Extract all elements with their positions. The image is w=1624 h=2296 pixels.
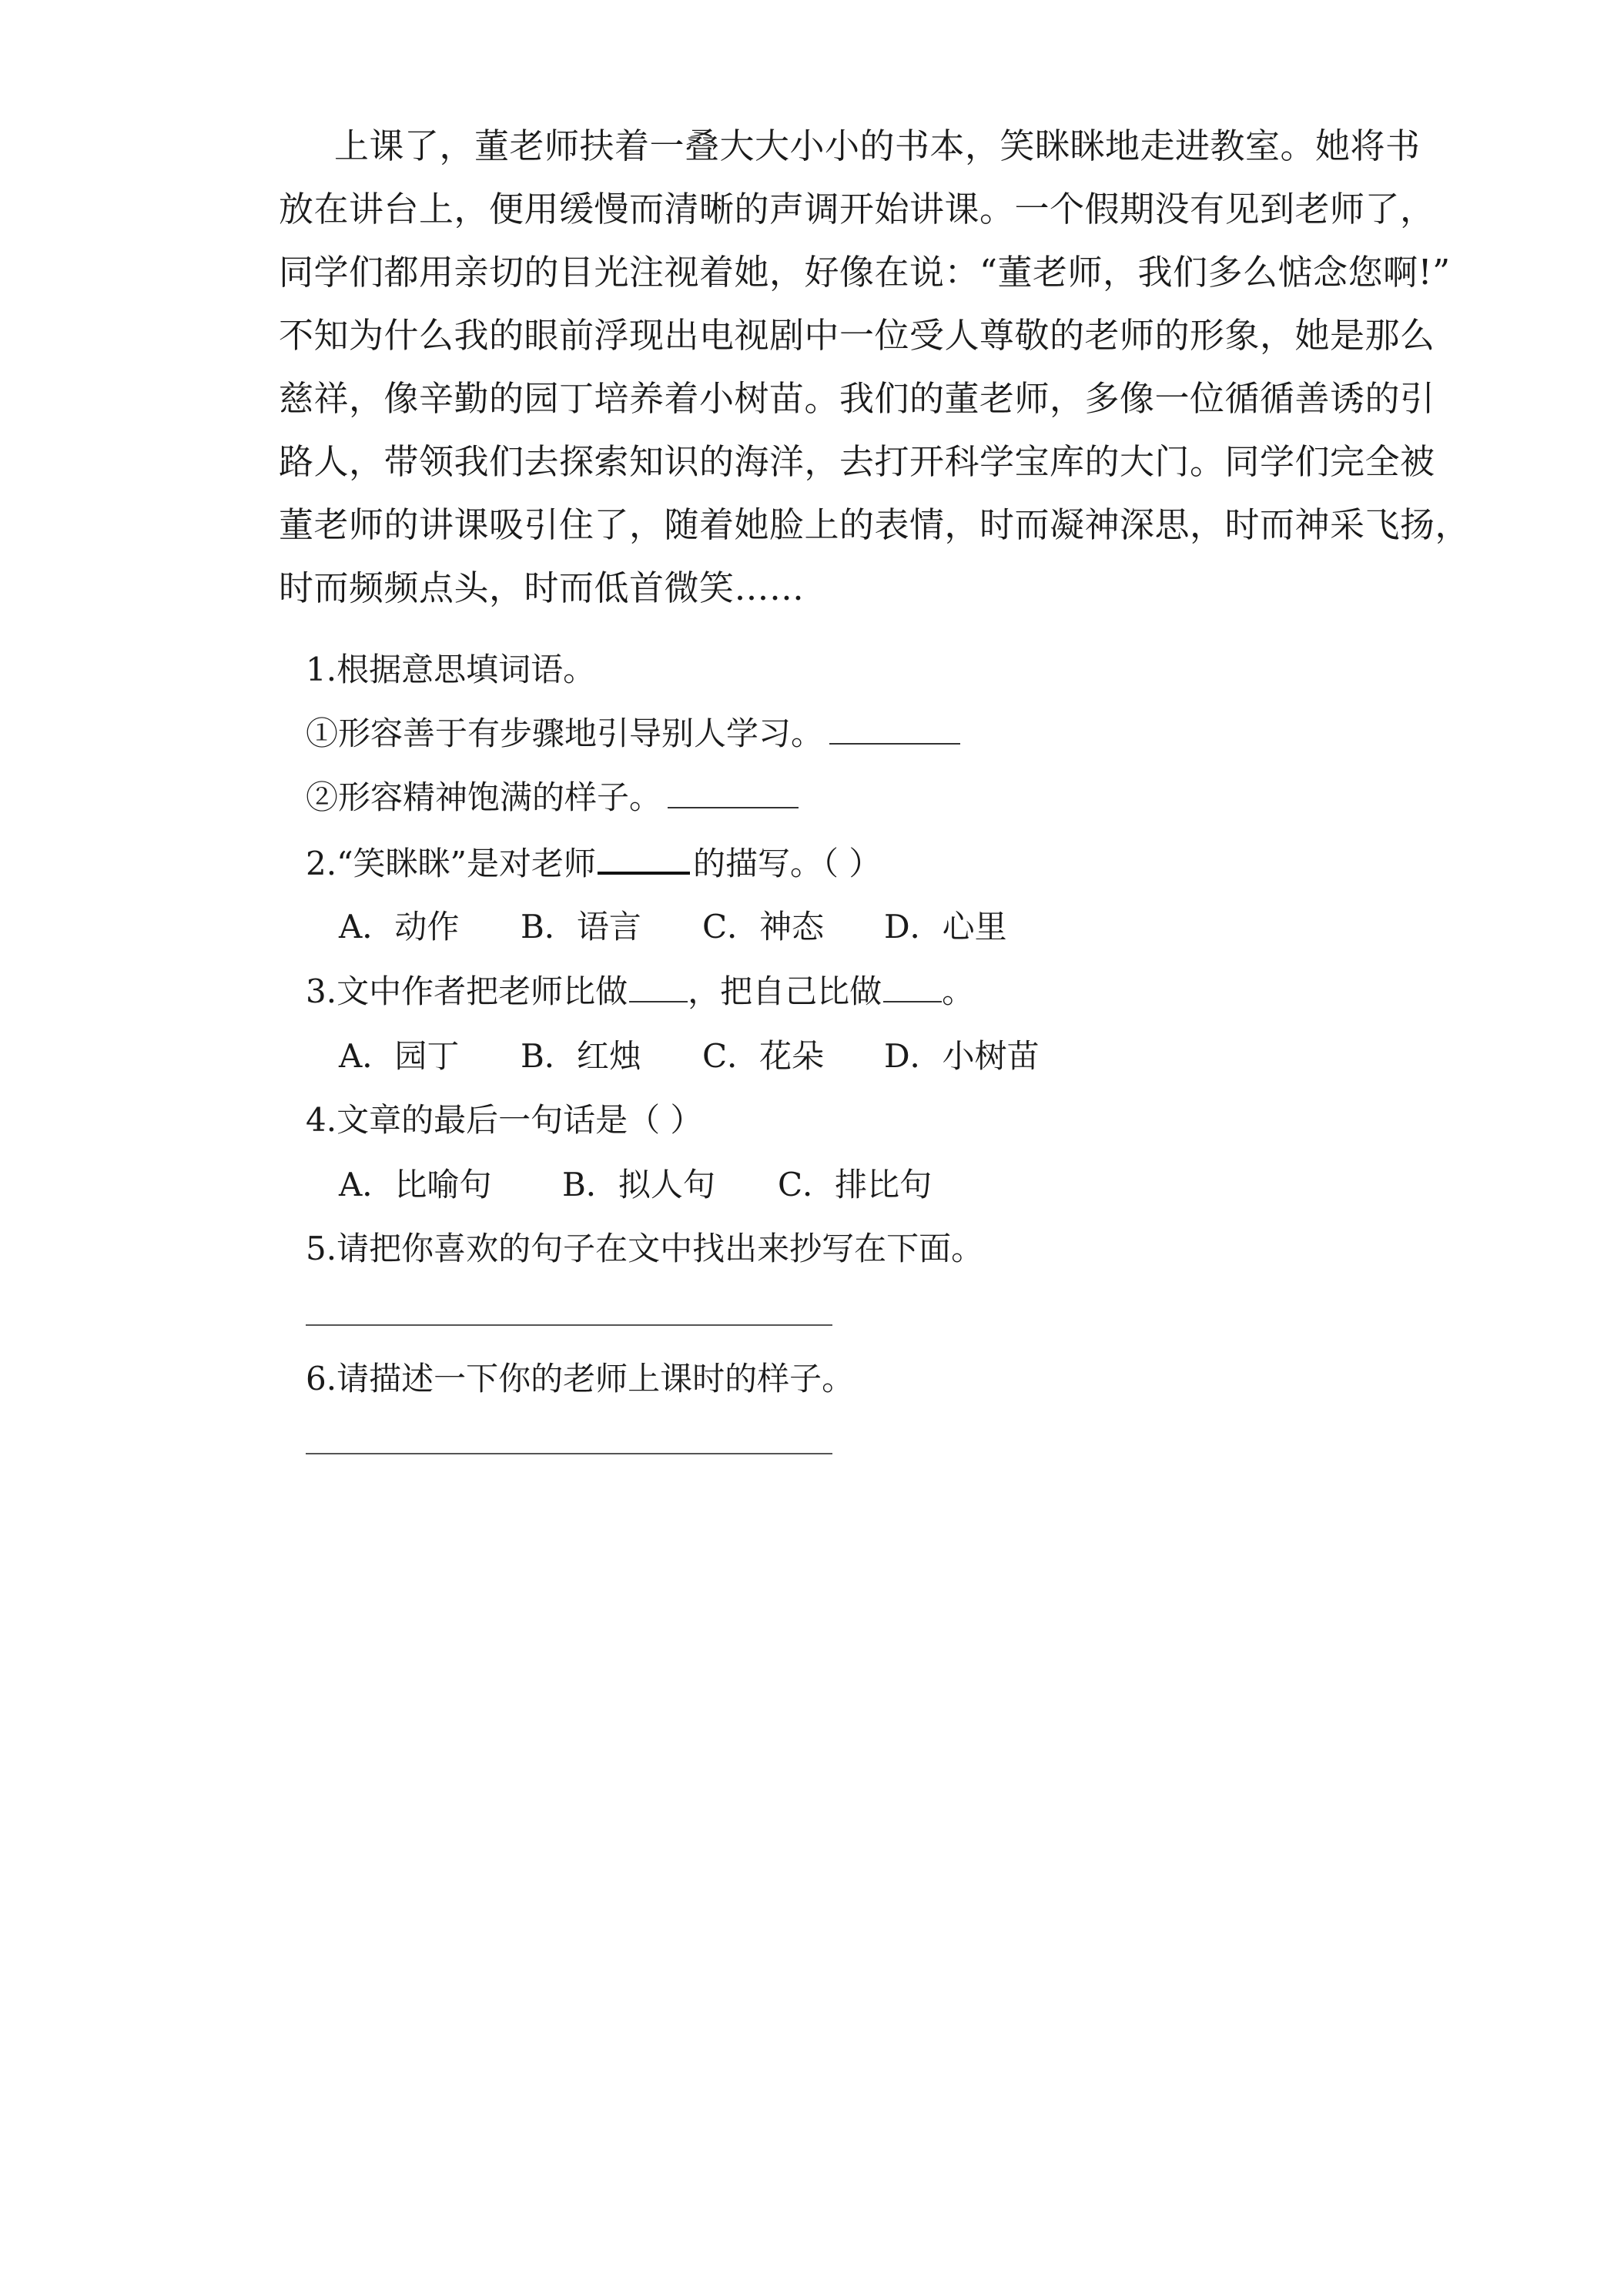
option-a[interactable]: A．园丁 (339, 1037, 460, 1075)
option-d[interactable]: D．心里 (884, 908, 1007, 946)
question-4: 4.文章的最后一句话是（ ） (306, 1101, 703, 1139)
question-3-part-1: 3.文中作者把老师比做 (306, 972, 628, 1010)
option-b[interactable]: B．拟人句 (562, 1166, 715, 1203)
passage-line: 不知为什么我的眼前浮现出电视剧中一位受人尊敬的老师的形象，她是那么 (279, 315, 1435, 356)
passage-line: 放在讲台上，便用缓慢而清晰的声调开始讲课。一个假期没有见到老师了， (279, 189, 1435, 229)
passage-line: 董老师的讲课吸引住了，随着她脸上的表情，时而凝神深思，时而神采飞扬， (279, 504, 1471, 545)
passage-line: 同学们都用亲切的目光注视着她，好像在说：“董老师，我们多么惦念您啊!” (279, 252, 1451, 293)
question-1-sub-1 (306, 712, 960, 755)
question-5: 5.请把你喜欢的句子在文中找出来抄写在下面。 (306, 1230, 984, 1267)
option-d[interactable]: D．小树苗 (884, 1037, 1040, 1075)
option-a[interactable]: A．比喻句 (339, 1166, 492, 1203)
question-2 (306, 841, 881, 884)
answer-line[interactable] (306, 1453, 832, 1454)
question-1-title: 1.根据意思填词语。 (306, 651, 596, 688)
question-1-sub-1-text: ①形容善于有步骤地引导别人学习。 (306, 715, 824, 752)
option-b[interactable]: B．红烛 (521, 1037, 641, 1075)
option-c[interactable]: C．花朵 (702, 1037, 825, 1075)
question-1-sub-2-text: ②形容精神饱满的样子。 (306, 778, 662, 816)
option-c[interactable]: C．神态 (702, 908, 825, 946)
passage-line: 时而频频点头，时而低首微笑…… (279, 567, 805, 608)
option-b[interactable]: B．语言 (521, 908, 641, 946)
option-c[interactable]: C．排比句 (778, 1166, 933, 1203)
answer-blank[interactable] (883, 970, 942, 1002)
answer-blank[interactable] (598, 841, 690, 875)
question-3 (306, 970, 974, 1013)
question-6: 6.请描述一下你的老师上课时的样子。 (306, 1360, 855, 1397)
question-1-sub-2 (306, 776, 799, 819)
passage-line: 慈祥，像辛勤的园丁培养着小树苗。我们的董老师，多像一位循循善诱的引 (279, 378, 1435, 419)
question-2-prefix: 2.“笑眯眯”是对老师 (306, 845, 597, 882)
question-2-suffix: 的描写。（ ） (693, 845, 882, 882)
question-3-part-3: 。 (942, 972, 975, 1010)
question-3-options (339, 1035, 1040, 1078)
question-4-options (339, 1163, 932, 1207)
answer-blank[interactable] (829, 712, 960, 745)
answer-blank[interactable] (629, 970, 688, 1002)
option-a[interactable]: A．动作 (339, 908, 460, 946)
passage-line: 路人，带领我们去探索知识的海洋，去打开科学宝库的大门。同学们完全被 (279, 441, 1435, 482)
passage-line: 上课了，董老师扶着一叠大大小小的书本，笑眯眯地走进教室。她将书 (334, 126, 1421, 166)
question-3-part-2: ，把自己比做 (688, 972, 882, 1010)
answer-line[interactable] (306, 1324, 832, 1326)
answer-blank[interactable] (668, 776, 799, 808)
question-2-options (339, 905, 1007, 949)
